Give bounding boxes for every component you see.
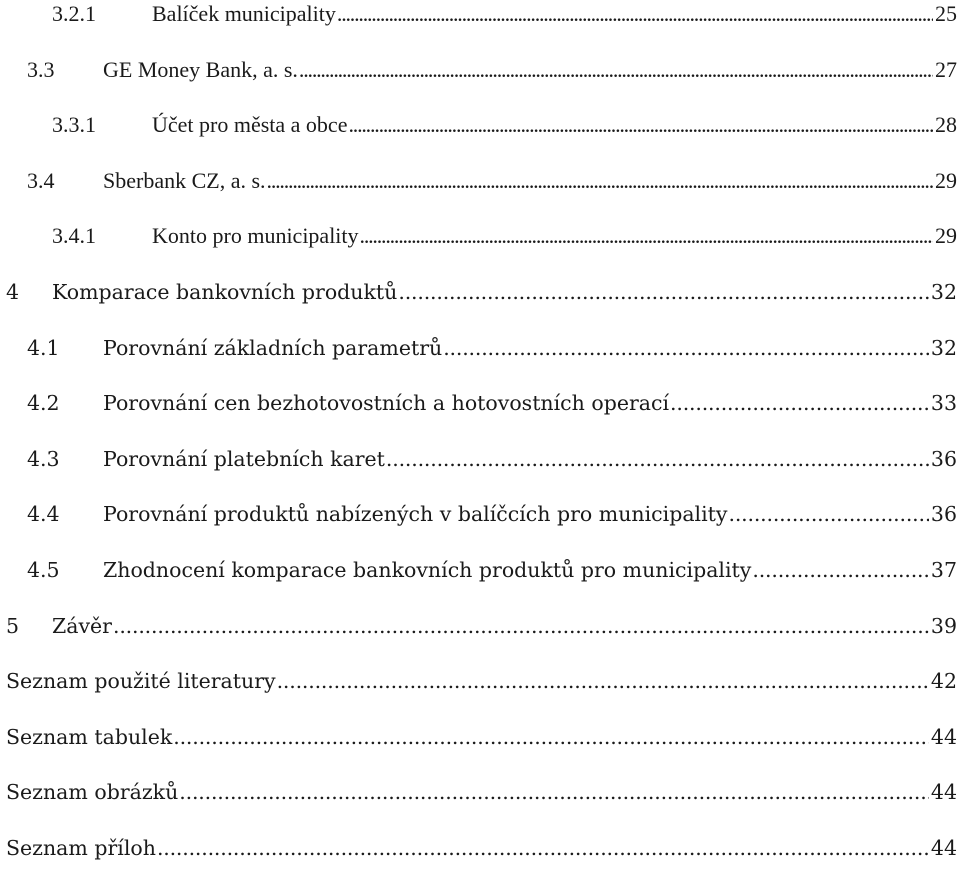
toc-entry-title: Porovnání produktů nabízených v balíčcích pro municipality <box>103 502 728 527</box>
toc-entry-page-number: 25 <box>935 1 957 26</box>
toc-entry[interactable] <box>0 388 960 418</box>
toc-entry-title: GE Money Bank, a. s. <box>103 56 298 82</box>
toc-entry-title: Komparace bankovních produktů <box>52 280 398 304</box>
toc-entry-page-number: 29 <box>935 167 957 193</box>
toc-entry-title: Seznam obrázků <box>6 780 179 805</box>
toc-entry-number: 4.5 <box>27 558 60 582</box>
toc-entry[interactable] <box>0 110 960 140</box>
toc-entry-page-number: 36 <box>930 502 957 527</box>
dot-leader <box>729 499 929 529</box>
toc-entry[interactable] <box>0 833 960 863</box>
toc-entry-page-number: 32 <box>930 335 957 360</box>
toc-entry-page-number: 44 <box>930 780 957 805</box>
toc-entry-page-number: 33 <box>930 391 957 416</box>
toc-entry[interactable] <box>0 499 960 529</box>
toc-entry-title: Balíček municipality <box>152 1 336 26</box>
toc-entry-title: Seznam tabulek <box>6 724 173 749</box>
toc-entry-page-number: 44 <box>930 836 957 860</box>
toc-entry[interactable] <box>0 221 960 251</box>
toc-entry-title: Seznam použité literatury <box>6 669 276 694</box>
toc-entry-number: 4 <box>6 280 20 304</box>
toc-entry-number: 4.1 <box>27 335 60 360</box>
dot-leader <box>443 333 929 363</box>
toc-entry-page-number: 36 <box>930 446 957 471</box>
toc-entry[interactable] <box>0 0 960 29</box>
dot-leader <box>752 555 929 585</box>
toc-entry-number: 3.4.1 <box>52 223 96 249</box>
toc-entry[interactable] <box>0 277 960 307</box>
toc-entry[interactable] <box>0 722 960 752</box>
dot-leader <box>398 277 929 307</box>
toc-entry-number: 4.3 <box>27 446 60 471</box>
dot-leader <box>173 722 929 752</box>
toc-entry[interactable] <box>0 55 960 85</box>
toc-entry-number: 3.4 <box>27 167 55 193</box>
toc-entry-title: Konto pro municipality <box>152 223 359 249</box>
toc-entry-number: 5 <box>6 613 20 638</box>
dot-leader <box>267 166 933 196</box>
dot-leader <box>277 666 929 696</box>
toc-entry-number: 4.4 <box>27 502 60 527</box>
dot-leader <box>157 833 929 863</box>
toc-entry-page-number: 29 <box>935 223 957 249</box>
toc-entry-page-number: 42 <box>930 669 957 694</box>
toc-entry-page-number: 37 <box>930 558 957 582</box>
dot-leader <box>299 55 933 85</box>
toc-entry-title: Porovnání cen bezhotovostních a hotovostních operací <box>103 391 670 416</box>
toc-entry-title: Zhodnocení komparace bankovních produktů pro municipality <box>103 558 752 582</box>
dot-leader <box>360 221 933 251</box>
toc-entry[interactable] <box>0 611 960 641</box>
toc-entry-number: 3.3.1 <box>52 112 96 138</box>
toc-entry[interactable] <box>0 777 960 807</box>
toc-entry-page-number: 27 <box>935 56 957 82</box>
toc-entry[interactable] <box>0 166 960 196</box>
dot-leader <box>113 611 929 641</box>
toc-entry-page-number: 39 <box>930 613 957 638</box>
dot-leader <box>386 444 929 474</box>
toc-entry-title: Účet pro města a obce <box>152 112 348 138</box>
dot-leader <box>670 388 929 418</box>
dot-leader <box>348 110 933 140</box>
toc-entry[interactable] <box>0 555 960 585</box>
toc-entry-title: Porovnání základních parametrů <box>103 335 443 360</box>
toc-entry[interactable] <box>0 444 960 474</box>
toc-entry-title: Porovnání platebních karet <box>103 446 385 471</box>
toc-entry-number: 3.2.1 <box>52 1 96 26</box>
toc-entry[interactable] <box>0 666 960 696</box>
toc-entry-number: 3.3 <box>27 56 55 82</box>
toc-entry-number: 4.2 <box>27 391 60 416</box>
toc-entry-page-number: 44 <box>930 724 957 749</box>
toc-entry[interactable] <box>0 333 960 363</box>
toc-entry-title: Sberbank CZ, a. s. <box>103 167 266 193</box>
toc-entry-title: Závěr <box>52 613 112 638</box>
toc-entry-page-number: 32 <box>930 280 957 304</box>
toc-entry-page-number: 28 <box>935 112 957 138</box>
dot-leader <box>179 777 929 807</box>
toc-entry-title: Seznam příloh <box>6 836 156 860</box>
dot-leader <box>337 0 933 29</box>
